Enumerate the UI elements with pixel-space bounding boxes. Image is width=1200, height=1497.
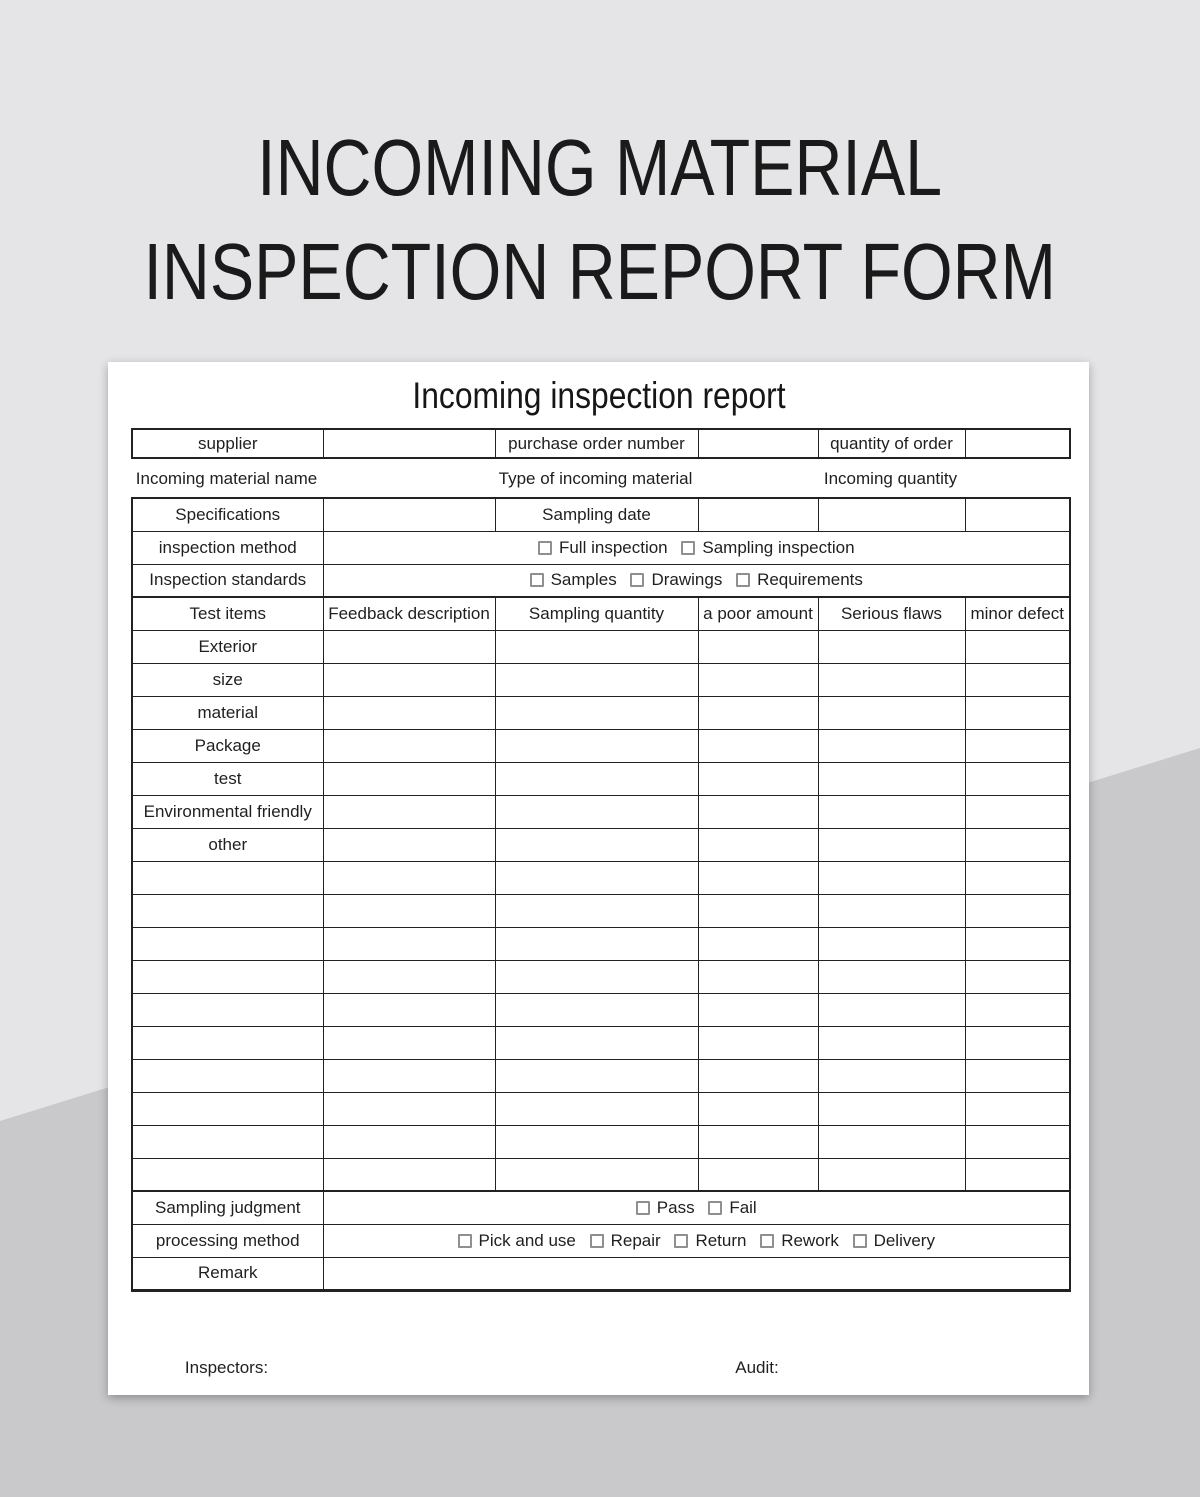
page-title-line2: INSPECTION REPORT FORM [143,227,1057,316]
sampling-judgment-row [132,1191,1070,1224]
blank-row [132,861,1070,894]
option-label: Pick and use [478,1230,576,1250]
grid-cell[interactable] [132,1092,323,1125]
grid-cell[interactable] [495,1125,698,1158]
grid-cell[interactable] [965,960,1070,993]
grid-cell[interactable] [965,795,1070,828]
grid-cell[interactable] [698,663,818,696]
grid-cell[interactable] [965,894,1070,927]
grid-cell[interactable] [818,1092,965,1125]
grid-cell[interactable] [965,828,1070,861]
report-card [108,362,1089,1395]
grid-cell[interactable] [818,696,965,729]
audit-label: Audit: [735,1358,779,1377]
test-item-row [132,696,1070,729]
checkbox-icon[interactable] [760,1234,774,1248]
grid-cell[interactable] [698,927,818,960]
sampling-judgment-label: Sampling judgment [132,1191,323,1224]
page-title [0,116,1200,324]
incoming-material-type-label: Type of incoming material [498,469,693,488]
option-label: Rework [781,1230,839,1250]
grid-cell[interactable] [495,828,698,861]
grid-cell[interactable] [818,795,965,828]
grid-cell[interactable] [323,762,495,795]
checkbox-icon[interactable] [458,1234,472,1248]
option-label: Drawings [651,570,723,590]
specifications-value-cell[interactable] [323,498,495,531]
checkbox-icon[interactable] [530,573,544,587]
grid-cell[interactable] [965,1059,1070,1092]
test-item-label: Exterior [132,630,323,663]
grid-cell[interactable] [818,729,965,762]
grid-cell[interactable] [495,1059,698,1092]
grid-cell[interactable] [698,828,818,861]
grid-cell[interactable] [818,1125,965,1158]
sampling-date-label: Sampling date [495,498,698,531]
checkbox-icon[interactable] [681,541,695,555]
grid-cell[interactable] [818,630,965,663]
page-title-line1: INCOMING MATERIAL [257,123,943,212]
option-requirements [736,570,863,589]
option-return [674,1231,746,1250]
grid-cell[interactable] [965,861,1070,894]
option-fail [708,1198,756,1217]
grid-cell[interactable] [323,993,495,1026]
blank-row [132,1026,1070,1059]
inspection-table [131,497,1071,1292]
option-samples [530,570,617,589]
info-table [131,428,1071,459]
grid-cell[interactable] [132,993,323,1026]
grid-cell[interactable] [698,762,818,795]
grid-cell[interactable] [965,1125,1070,1158]
grid-cell[interactable] [323,828,495,861]
grid-cell[interactable] [132,960,323,993]
grid-cell[interactable] [698,894,818,927]
grid-cell[interactable] [132,861,323,894]
grid-cell[interactable] [323,960,495,993]
inspection-method-label: inspection method [132,531,323,564]
grid-cell[interactable] [495,630,698,663]
blank-row [132,1092,1070,1125]
option-sampling-inspection [681,538,854,557]
remark-value-cell[interactable] [323,1257,1070,1290]
option-label: Fail [729,1197,757,1217]
option-label: Sampling inspection [702,537,855,557]
grid-cell[interactable] [323,1026,495,1059]
option-full-inspection [538,538,668,557]
report-title: Incoming inspection report [411,375,786,416]
grid-cell[interactable] [965,927,1070,960]
grid-cell[interactable] [132,1026,323,1059]
grid-cell[interactable] [132,1059,323,1092]
grid-cell[interactable] [818,1158,965,1191]
column-header: Test items [132,597,323,630]
grid-cell[interactable] [495,795,698,828]
grid-cell[interactable] [323,1125,495,1158]
blank-row [132,1125,1070,1158]
grid-cell[interactable] [323,1092,495,1125]
blank-row [132,960,1070,993]
grid-cell[interactable] [818,762,965,795]
remark-row [132,1257,1070,1290]
supplier-value-cell[interactable] [323,429,495,458]
option-label: Requirements [757,570,863,590]
supplier-label: supplier [132,429,323,458]
grid-cell[interactable] [698,1092,818,1125]
checkbox-icon[interactable] [630,573,644,587]
grid-cell[interactable] [965,993,1070,1026]
value-cell[interactable] [818,498,965,531]
option-pass [636,1198,695,1217]
grid-cell[interactable] [323,861,495,894]
grid-cell[interactable] [818,960,965,993]
processing-method-label: processing method [132,1224,323,1257]
grid-cell[interactable] [965,663,1070,696]
grid-cell[interactable] [965,762,1070,795]
test-item-row [132,630,1070,663]
blank-row [132,993,1070,1026]
grid-cell[interactable] [698,1059,818,1092]
grid-cell[interactable] [698,960,818,993]
column-header-row [132,597,1070,630]
grid-cell[interactable] [495,1092,698,1125]
info-row [132,429,1070,458]
order-quantity-value-cell[interactable] [965,429,1070,458]
grid-cell[interactable] [495,696,698,729]
purchase-order-label: purchase order number [495,429,698,458]
grid-cell[interactable] [323,927,495,960]
grid-cell[interactable] [495,1026,698,1059]
checkbox-icon[interactable] [853,1234,867,1248]
grid-cell[interactable] [698,630,818,663]
grid-cell[interactable] [965,696,1070,729]
column-header: a poor amount [698,597,818,630]
grid-cell[interactable] [698,1158,818,1191]
test-item-label: size [132,663,323,696]
grid-cell[interactable] [495,729,698,762]
grid-cell[interactable] [323,1158,495,1191]
blank-row [132,1059,1070,1092]
grid-cell[interactable] [495,960,698,993]
test-item-label: Package [132,729,323,762]
grid-cell[interactable] [818,1026,965,1059]
test-item-row [132,663,1070,696]
grid-cell[interactable] [698,993,818,1026]
grid-cell[interactable] [965,1092,1070,1125]
checkbox-icon[interactable] [736,573,750,587]
specifications-label: Specifications [132,498,323,531]
grid-cell[interactable] [323,894,495,927]
grid-cell[interactable] [965,1026,1070,1059]
grid-cell[interactable] [495,861,698,894]
grid-cell[interactable] [323,729,495,762]
option-repair [590,1231,661,1250]
grid-cell[interactable] [323,630,495,663]
option-label: Repair [610,1230,661,1250]
inspection-standards-row [132,564,1070,597]
grid-cell[interactable] [818,1059,965,1092]
grid-cell[interactable] [698,729,818,762]
test-item-row [132,762,1070,795]
test-item-row [132,828,1070,861]
grid-cell[interactable] [818,894,965,927]
grid-cell[interactable] [132,1125,323,1158]
processing-method-row [132,1224,1070,1257]
incoming-material-name-label: Incoming material name [135,469,318,488]
grid-cell[interactable] [495,1158,698,1191]
grid-cell[interactable] [818,927,965,960]
column-header: Sampling quantity [495,597,698,630]
test-item-row [132,795,1070,828]
test-item-label: other [132,828,323,861]
grid-cell[interactable] [132,894,323,927]
blank-row [132,1158,1070,1191]
blank-row [132,894,1070,927]
remark-label: Remark [132,1257,323,1290]
grid-cell[interactable] [132,927,323,960]
checkbox-icon[interactable] [590,1234,604,1248]
grid-cell[interactable] [132,1158,323,1191]
option-label: Delivery [873,1230,935,1250]
grid-cell[interactable] [323,663,495,696]
grid-cell[interactable] [698,1125,818,1158]
grid-cell[interactable] [818,828,965,861]
test-item-row [132,729,1070,762]
grid-cell[interactable] [965,1158,1070,1191]
grid-cell[interactable] [323,1059,495,1092]
option-pick-and-use [458,1231,576,1250]
grid-cell[interactable] [495,663,698,696]
incoming-quantity-label: Incoming quantity [823,469,958,488]
grid-cell[interactable] [965,630,1070,663]
processing-method-options [323,1224,1070,1257]
grid-cell[interactable] [818,663,965,696]
column-header: Serious flaws [818,597,965,630]
value-cell[interactable] [965,498,1070,531]
checkbox-icon[interactable] [636,1201,650,1215]
option-label: Return [695,1230,747,1250]
grid-cell[interactable] [495,894,698,927]
blank-row [132,927,1070,960]
checkbox-icon[interactable] [674,1234,688,1248]
grid-cell[interactable] [698,861,818,894]
grid-cell[interactable] [698,696,818,729]
grid-cell[interactable] [323,795,495,828]
inspection-method-row [132,531,1070,564]
checkbox-icon[interactable] [538,541,552,555]
inspection-standards-options [323,564,1070,597]
inspection-standards-label: Inspection standards [132,564,323,597]
grid-cell[interactable] [965,729,1070,762]
column-header: Feedback description [323,597,495,630]
option-rework [760,1231,839,1250]
option-label: Samples [550,570,617,590]
grid-cell[interactable] [495,993,698,1026]
grid-cell[interactable] [818,861,965,894]
column-header: minor defect [965,597,1070,630]
option-drawings [630,570,722,589]
option-label: Full inspection [558,537,668,557]
test-item-label: material [132,696,323,729]
option-delivery [853,1231,935,1250]
checkbox-icon[interactable] [708,1201,722,1215]
grid-cell[interactable] [495,927,698,960]
grid-cell[interactable] [698,795,818,828]
option-label: Pass [656,1197,695,1217]
inspectors-label: Inspectors: [184,1358,269,1377]
material-info-row [131,461,1069,497]
test-item-label: test [132,762,323,795]
purchase-order-value-cell[interactable] [698,429,818,458]
order-quantity-label: quantity of order [818,429,965,458]
sampling-judgment-options [323,1191,1070,1224]
specifications-row [132,498,1070,531]
grid-cell[interactable] [323,696,495,729]
grid-cell[interactable] [818,993,965,1026]
grid-cell[interactable] [495,762,698,795]
sampling-date-value-cell[interactable] [698,498,818,531]
grid-cell[interactable] [698,1026,818,1059]
inspection-method-options [323,531,1070,564]
test-item-label: Environmental friendly [132,795,323,828]
signature-row [131,1357,1069,1379]
